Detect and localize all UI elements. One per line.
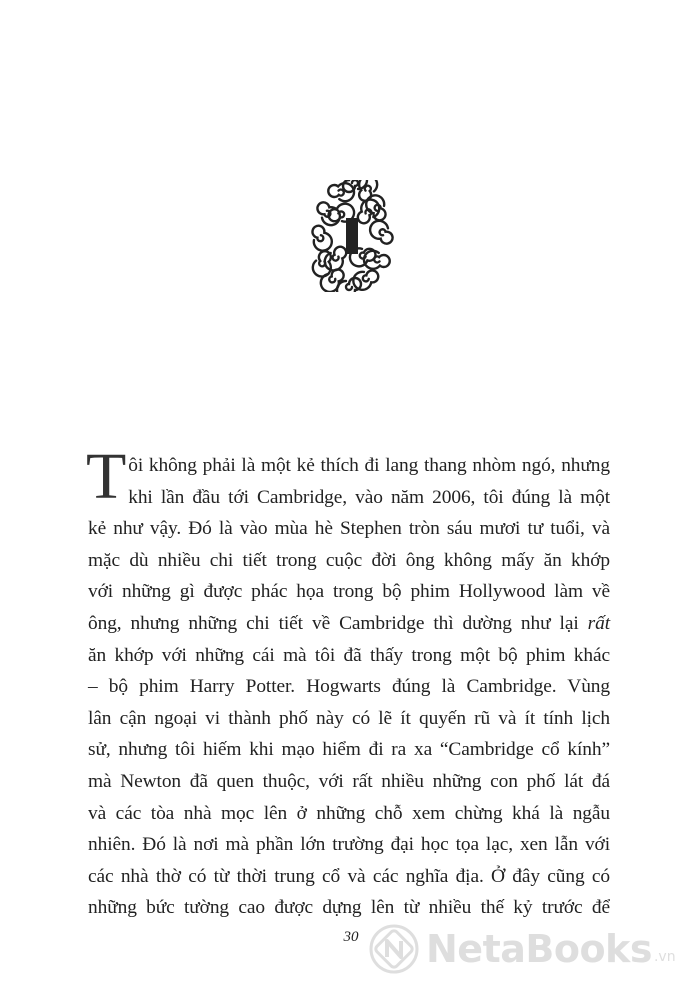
text-line-13: nhiên. Đó là nơi mà phần lớn trường đại học tọa lạc, xen lẫn với <box>88 834 610 856</box>
netabooks-logo-icon <box>368 923 420 975</box>
text-line-14: các nhà thờ có từ thời trung cổ và các nghĩa địa. Ở đây cũng có <box>88 865 610 887</box>
drop-cap: T <box>86 440 127 513</box>
text-line-15: những bức tường cao được dựng lên từ nhiều thế kỷ trước để <box>88 897 610 919</box>
text-line-4: mặc dù nhiều chi tiết trong cuộc đời ông không mấy ăn khớp <box>88 549 610 571</box>
body-paragraph <box>86 440 611 924</box>
emphasis-word: rất <box>587 612 611 634</box>
swirl-ornament-icon <box>296 180 408 292</box>
text-line-6-main: ông, nhưng những chi tiết về Cambridge thì dường như lại <box>88 612 579 634</box>
text-line-6 <box>88 608 610 640</box>
text-line-10: sử, nhưng tôi hiếm khi mạo hiểm đi ra xa “Cambridge cổ kính” <box>88 739 610 761</box>
watermark-tld: .vn <box>653 949 676 965</box>
text-line-11: mà Newton đã quen thuộc, với rất nhiều những con phố lát đá <box>88 770 610 792</box>
text-line-8: – bộ phim Harry Potter. Hogwarts đúng là Cambridge. Vùng <box>88 676 610 698</box>
text-line-7: ăn khớp với những cái mà tôi đã thấy trong một bộ phim khác <box>88 644 610 666</box>
watermark <box>368 920 698 978</box>
text-line-5: với những gì được phác họa trong bộ phim Hollywood làm về <box>88 581 610 603</box>
text-line-9: lân cận ngoại vi thành phố này có lẽ ít quyến rũ và ít tính lịch <box>88 707 610 729</box>
watermark-brand: NetaBooks <box>426 927 652 971</box>
text-line-12: và các tòa nhà mọc lên ở những chỗ xem chừng khá là ngẫu <box>88 802 610 824</box>
text-line-2: khi lần đầu tới Cambridge, vào năm 2006, tôi đúng là một <box>128 486 610 508</box>
text-line-1: ôi không phải là một kẻ thích đi lang thang nhòm ngó, nhưng <box>128 455 610 476</box>
page-number: 30 <box>343 929 359 945</box>
text-line-3: kẻ như vậy. Đó là vào mùa hè Stephen tròn sáu mươi tư tuổi, và <box>88 518 610 540</box>
